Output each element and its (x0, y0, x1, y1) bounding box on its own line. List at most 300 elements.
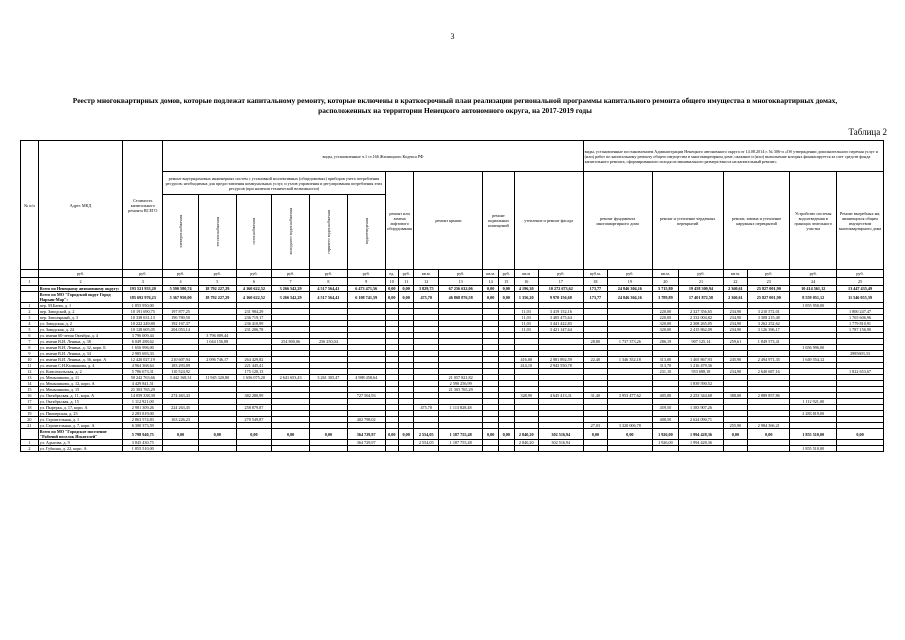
header-basement: ремонт подвальных помещений (483, 172, 514, 270)
unit-cell: руб. (123, 270, 163, 278)
row-value: 163 226,23 (163, 417, 199, 423)
row-value: 0,00 (837, 429, 884, 440)
row-value: 13 447 435,49 (837, 286, 884, 292)
row-number: 19 (21, 411, 39, 417)
row-value: 1 800 247,47 (837, 309, 884, 315)
row-value: 2 554,05 (414, 440, 438, 446)
row-value: 2 840,20 (514, 429, 538, 440)
row-value: 0,00 (385, 429, 398, 440)
row-value: 19 458 300,94 (679, 286, 723, 292)
column-number: 1 (21, 278, 39, 286)
row-address: ул. имени В.И. Ленина, д. 32, корп. Б (38, 345, 122, 351)
row-value: 414,10 (514, 363, 538, 369)
row-value: 234,90 (723, 309, 747, 315)
row-value: 6 108 741,59 (347, 292, 385, 303)
row-value (198, 446, 236, 452)
row-value: 11 546 055,39 (837, 292, 884, 303)
row-value: 1 356,20 (514, 292, 538, 303)
header-enclosure: ремонт, замена и утепление наружных перекрытий (723, 172, 790, 270)
column-number: 8 (310, 278, 348, 286)
header-sub-sewage: водоотведения (347, 195, 385, 270)
unit-cell: кв.м. (723, 270, 747, 278)
row-value: 313,70 (652, 363, 679, 369)
row-value: 10 272 673,62 (538, 286, 583, 292)
row-value: 0,00 (483, 286, 499, 292)
row-value: 1 187 755,48 (438, 440, 482, 446)
row-value: 2 889 857,86 (748, 393, 790, 399)
row-value: 3 421 147,64 (538, 327, 583, 333)
row-value: 2 283 819,00 (790, 411, 837, 417)
row-value: 14 059 338,39 (123, 393, 163, 399)
header-facade: утепление и ремонт фасада (514, 172, 583, 270)
header-foundation: ремонт фундамента многоквартирного дома (583, 172, 652, 270)
row-value: 2 641 653,43 (272, 375, 310, 381)
row-value: 1 849 573,41 (748, 339, 790, 345)
column-number: 2 (38, 278, 122, 286)
row-value: 3 441 422,83 (538, 321, 583, 327)
page-number: 3 (450, 32, 455, 41)
row-value (538, 446, 583, 452)
row-address: ул. имени В.И. Ленина, д. 36, корп. А (38, 357, 122, 363)
row-value: 5 786 673,31 (123, 369, 163, 375)
unit-cell: кв.м (514, 270, 538, 278)
row-value: 21 303 765,29 (438, 387, 482, 393)
row-value: 4 517 564,41 (310, 286, 348, 292)
row-value (723, 446, 747, 452)
row-address: Всего по МО "Городское поселение "Рабочий поселок Искателей" (38, 429, 122, 440)
row-value (483, 446, 499, 452)
row-value: 231 984,29 (236, 309, 272, 315)
header-overhead: Ремонт выгребных ям, являющихся общим имуществом многоквартирного дома (837, 172, 884, 270)
row-number: 1 (21, 440, 39, 446)
row-value: 408,50 (652, 417, 679, 423)
row-value (438, 446, 482, 452)
row-value: 254 800,06 (272, 339, 310, 345)
column-number: 18 (583, 278, 607, 286)
row-number: 9 (21, 351, 39, 357)
row-value: 196 780,50 (163, 315, 199, 321)
row-number: 2 (21, 446, 39, 452)
row-value: 5 590 580,74 (163, 286, 199, 292)
row-address: ул. Адыгова, д. 9 (38, 440, 122, 446)
row-value: 3 442 168,31 (163, 375, 199, 381)
row-value: 416,00 (514, 357, 538, 363)
row-value: 10 128 605,05 (123, 327, 163, 333)
unit-cell: руб. (538, 270, 583, 278)
row-value: 231,10 (652, 369, 679, 375)
row-value: 183 293,09 (163, 363, 199, 369)
row-value: 3 261 305,47 (310, 375, 348, 381)
row-value: 4 645 413,31 (538, 393, 583, 399)
row-value (163, 446, 199, 452)
row-value: 11 945 320,80 (198, 375, 236, 381)
column-number: 12 (414, 278, 438, 286)
row-value: 3 829,75 (414, 286, 438, 292)
row-number: 7 (21, 339, 39, 345)
row-value: 3 953 477,62 (608, 393, 652, 399)
row-value: 3 419 152,16 (538, 309, 583, 315)
row-value: 313,00 (652, 357, 679, 363)
unit-cell: руб. (398, 270, 414, 278)
row-value: 2 981 892,59 (538, 357, 583, 363)
unit-cell: руб. (347, 270, 385, 278)
unit-cell: куб.м. (583, 270, 607, 278)
row-number: 6 (21, 333, 39, 339)
row-value: 24 846 304,16 (608, 286, 652, 292)
row-number: 2 (21, 309, 39, 315)
column-number: 14 (483, 278, 499, 286)
row-value: 1 216 479,36 (679, 363, 723, 369)
row-number: 8 (21, 345, 39, 351)
row-value (514, 446, 538, 452)
row-value: 5 367 950,00 (163, 292, 199, 303)
row-number: 16 (21, 393, 39, 399)
row-value: 0,00 (583, 429, 607, 440)
row-value: 110 524,92 (163, 369, 199, 375)
row-value: 1 112 921,00 (123, 399, 163, 405)
row-value: 210 607,94 (163, 357, 199, 363)
header-roof: ремонт крыши (414, 172, 483, 270)
column-number: 16 (514, 278, 538, 286)
units-row (21, 270, 884, 278)
row-address: ул. Пионерская, д. 23 (38, 411, 122, 417)
row-number (21, 429, 39, 440)
row-value: 185 692 976,23 (123, 292, 163, 303)
column-number: 10 (385, 278, 398, 286)
row-value: 302 516,94 (538, 440, 583, 446)
row-value: 256 250,04 (310, 339, 348, 345)
header-works-art166: виды, установленные ч.1 ст.166 Жилищного Кодекса РФ (163, 141, 583, 172)
row-number: 10 (21, 357, 39, 363)
column-number: 22 (723, 278, 747, 286)
row-value: 18 792 227,29 (198, 286, 236, 292)
row-value: 0,00 (748, 429, 790, 440)
row-address: ул. Меньшикова, д. 15 (38, 387, 122, 393)
row-value: 31,40 (583, 393, 607, 399)
row-value: 46 868 876,58 (438, 292, 482, 303)
row-value: 3 266 542,29 (272, 286, 310, 292)
row-address: ул. Губкина, д. 22, корп. А (38, 446, 122, 452)
row-value: 2 985 693,33 (123, 351, 163, 357)
row-address: ул. Комсомольская, д. 2 (38, 369, 122, 375)
row-value: 2 863 574,83 (123, 417, 163, 423)
unit-cell: руб. (272, 270, 310, 278)
row-value: 193 521 933,20 (123, 286, 163, 292)
row-address: ул. Строительная, д. 7, корп. А (38, 423, 122, 429)
row-value (608, 446, 652, 452)
row-value: 2 984 366,21 (748, 423, 790, 429)
row-value: 28,80 (583, 339, 607, 345)
row-value: 2 981 309,26 (123, 405, 163, 411)
header-sub-electric: электроснабжения (163, 195, 199, 270)
row-value: 3 796 009,44 (198, 333, 236, 339)
header-sub-cold-water: холодного водоснабжения (272, 195, 310, 270)
row-value: 1 926,00 (652, 440, 679, 446)
row-value: 1 649 554,12 (790, 357, 837, 363)
column-number: 7 (272, 278, 310, 286)
row-value: 1 044 156,88 (198, 339, 236, 345)
column-number: 20 (652, 278, 679, 286)
row-value: 2 590 256,99 (438, 381, 482, 387)
header-works-resolution: виды, установленные постановлением Администрации Ненецкого автономного округа от 14.08.2014 г. № 306-п «Об утверждении дополнительного перечня услуг и (или) работ по капитальному ремонту общего имущества в многоквартирном доме, оказание и (или) выполнение которых финансируется за счет средств фонда капитального ремонта, сформированного исходя из минимального размера взноса на капитальный ремонт» (583, 141, 883, 172)
row-value: 4 160 622,52 (236, 286, 272, 292)
row-address: ул. Меньшикова, д. 11 (38, 375, 122, 381)
column-number: 6 (236, 278, 272, 286)
row-value: 192 167,37 (163, 321, 199, 327)
row-address: пер. Заводской, д. 2 (38, 309, 122, 315)
row-value: 320,00 (652, 327, 679, 333)
column-number: 4 (163, 278, 199, 286)
row-number: 21 (21, 423, 39, 429)
row-value: 3 210 572,01 (748, 309, 790, 315)
row-value: 1 656 996,00 (123, 345, 163, 351)
row-value: 0,00 (498, 429, 514, 440)
row-value: 1 822 653,67 (837, 369, 884, 375)
row-value: 11,03 (514, 315, 538, 321)
row-value: 5 715,80 (652, 286, 679, 292)
row-value: 0,00 (198, 429, 236, 440)
row-value: 1 383 907,26 (679, 405, 723, 411)
row-value (272, 446, 310, 452)
row-value: 21 303 765,29 (123, 387, 163, 393)
row-value: 221 445,41 (236, 363, 272, 369)
row-address: ул. Заводская, д. 2 (38, 321, 122, 327)
row-value: 6 473 471,56 (347, 286, 385, 292)
unit-cell: руб. (837, 270, 884, 278)
row-value: 2 943 550,78 (538, 363, 583, 369)
row-value: 0,00 (398, 292, 414, 303)
row-value: 27,03 (583, 423, 607, 429)
row-value: 2 096 746,17 (198, 357, 236, 363)
row-value (679, 446, 723, 452)
row-value (498, 446, 514, 452)
row-value: 2 494 971,35 (748, 357, 790, 363)
row-value: 204 053,14 (163, 327, 199, 333)
row-value: 11,03 (514, 309, 538, 315)
row-value: 10 222 249,80 (123, 321, 163, 327)
row-value: 2 253 344,68 (679, 393, 723, 399)
header-engineering: ремонт внутридомовых инженерных систем с установкой коллективных (общедомовых) приборов учета потребления ресурсов, необходимых для предоставления коммунальных услуг, и узлов управления и регулирования потребления этих ресурсов (при наличии технической возможности) (163, 172, 385, 195)
row-value: 1 994 428,36 (679, 429, 723, 440)
unit-cell: руб. (38, 270, 122, 278)
row-value: 1 855 510,00 (790, 446, 837, 452)
row-value: 25 827 001,90 (748, 292, 790, 303)
row-value: 10 338 631,13 (123, 315, 163, 321)
row-value: 4 517 564,41 (310, 292, 348, 303)
row-value: 12 420 027,19 (123, 357, 163, 363)
header-address: Адрес МКД (38, 141, 122, 270)
unit-cell: руб. (679, 270, 723, 278)
row-value: 255,90 (723, 423, 747, 429)
row-value: 0,00 (723, 429, 747, 440)
row-value: 3 405 475,64 (538, 315, 583, 321)
row-value: 2 624 090,71 (679, 417, 723, 423)
row-value: 4 964 368,64 (123, 363, 163, 369)
row-value: 1 855 510,00 (790, 429, 837, 440)
row-value: 328,90 (514, 393, 538, 399)
unit-cell: руб. (163, 270, 199, 278)
column-number: 15 (498, 278, 514, 286)
row-number: 4 (21, 321, 39, 327)
row-value: 3 796 009,44 (123, 333, 163, 339)
row-value: 0,00 (483, 429, 499, 440)
row-value: 21 057 821,82 (438, 375, 482, 381)
row-value: 2 640 687,16 (748, 369, 790, 375)
row-value: 0,00 (398, 429, 414, 440)
row-value: 220,00 (652, 309, 679, 315)
row-value: 258 879,87 (236, 405, 272, 411)
row-value: 236 719,17 (236, 315, 272, 321)
row-value: 3 789,89 (652, 292, 679, 303)
row-address: ул. имени С.Н.Калмыкова, д. 4 (38, 363, 122, 369)
row-value: 3 266 542,29 (272, 292, 310, 303)
row-value: 364 729,97 (347, 440, 385, 446)
row-value: 11,03 (514, 327, 538, 333)
row-value: 0,00 (272, 429, 310, 440)
row-value: 475,70 (414, 405, 438, 411)
unit-cell: руб. (438, 270, 482, 278)
row-value: 0,00 (310, 429, 348, 440)
row-address: ул. Строительная, д. 1 (38, 417, 122, 423)
row-value: 4 160 622,52 (236, 292, 272, 303)
header-sub-heat: теплоснабжения (198, 195, 236, 270)
row-number: 3 (21, 315, 39, 321)
row-number: 15 (21, 387, 39, 393)
table-label: Таблица 2 (848, 127, 887, 137)
row-value: 245,90 (723, 357, 747, 363)
unit-cell: руб. (310, 270, 348, 278)
row-value: 1 656 996,00 (790, 345, 837, 351)
row-number: 12 (21, 369, 39, 375)
row-value (583, 446, 607, 452)
header-num: № п/п (21, 141, 39, 270)
row-value: 234,90 (723, 315, 747, 321)
row-value: 10 414 561,12 (790, 286, 837, 292)
row-address: ул. имени В.И. Ленина, д. 34 (38, 351, 122, 357)
row-value: 10 191 690,75 (123, 309, 163, 315)
row-value (652, 446, 679, 452)
header-sub-hot-water: горячего водоснабжения (310, 195, 348, 270)
total-row (21, 292, 884, 303)
row-address: Всего по МО "Городской округ Город Нарьян-Мар": (38, 292, 122, 303)
row-value (347, 446, 385, 452)
column-number: 19 (608, 278, 652, 286)
row-value: 364 729,97 (347, 429, 385, 440)
row-value: 2 415 862,09 (679, 327, 723, 333)
column-number: 25 (837, 278, 884, 286)
row-value (837, 446, 884, 452)
row-address: Всего по Ненецкому автономному округу: (38, 286, 122, 292)
row-value: 175 120,13 (236, 369, 272, 375)
row-value (414, 446, 438, 452)
row-address: ул. Меньшикова, д. 12, корп. А (38, 381, 122, 387)
row-value: 3 126 396,17 (748, 327, 790, 333)
row-value: 1 994 428,36 (679, 440, 723, 446)
row-value: 2 332 004,82 (679, 315, 723, 321)
row-value: 2 283 819,00 (123, 411, 163, 417)
row-value: 2 554,05 (414, 429, 438, 440)
unit-cell: руб. (790, 270, 837, 278)
row-value: 0,00 (163, 429, 199, 440)
row-value: 224 263,45 (163, 405, 199, 411)
row-value: 197 877,25 (163, 309, 199, 315)
row-value: 231 206,78 (236, 327, 272, 333)
row-value (748, 446, 790, 452)
row-number: 5 (21, 327, 39, 333)
document-title: Реестр многоквартирных домов, которые подлежат капитальному ремонту, которые включены в краткосрочный план реализации региональной программы капитального ремонта общего имущества в многоквартирных домах, расположенных на территории Ненецкого автономного округа, на 2017-2019 годы (72, 96, 838, 115)
row-value: 402 798,02 (347, 417, 385, 423)
row-value (398, 446, 414, 452)
row-address: пер. Заполярный, д. 3 (38, 315, 122, 321)
row-value: 388,00 (723, 393, 747, 399)
row-value: 0,00 (385, 292, 398, 303)
row-value (385, 446, 398, 452)
row-value: 264 429,82 (236, 357, 272, 363)
row-value: 1 855 510,00 (123, 446, 163, 452)
row-value: 3 262 252,62 (748, 321, 790, 327)
column-number: 13 (438, 278, 482, 286)
row-value: 1 855 950,00 (123, 303, 163, 309)
table-body (21, 286, 884, 452)
unit-cell: руб. (608, 270, 652, 278)
total-row (21, 429, 884, 440)
column-number: 5 (198, 278, 236, 286)
unit-cell: руб. (236, 270, 272, 278)
row-value: 727 504,93 (347, 393, 385, 399)
row-value: 2985693,33 (837, 351, 884, 357)
row-value: 6 049 288,62 (123, 339, 163, 345)
row-value: 3 308 215,48 (748, 315, 790, 321)
row-value: 234,90 (723, 369, 747, 375)
row-value: 220,00 (652, 315, 679, 321)
column-number: 11 (398, 278, 414, 286)
row-value: 2 360,61 (723, 286, 747, 292)
row-address: ул. Пырерка, д. 17, корп. А (38, 405, 122, 411)
row-address: ул. Заводская, д. 24 (38, 327, 122, 333)
row-value: 173,77 (583, 286, 607, 292)
row-value: 2 840,20 (514, 440, 538, 446)
row-value: 0,00 (498, 286, 514, 292)
column-number: 3 (123, 278, 163, 286)
row-value: 1 787 156,90 (837, 327, 884, 333)
row-value: 0,00 (398, 286, 414, 292)
row-value: 0,00 (483, 292, 499, 303)
row-number: 17 (21, 399, 39, 405)
row-value: 3 845 430,75 (123, 440, 163, 446)
register-table (20, 140, 884, 452)
row-value: 1 839 590,52 (679, 381, 723, 387)
row-value: 22,40 (583, 357, 607, 363)
row-number: 20 (21, 417, 39, 423)
column-number: 21 (679, 278, 723, 286)
row-value: 4 988 458,64 (347, 375, 385, 381)
row-value: 234,90 (723, 327, 747, 333)
row-value: 1 187 755,48 (438, 429, 482, 440)
row-value: 0,00 (498, 292, 514, 303)
row-value: 1 855 950,00 (790, 303, 837, 309)
row-value: 259,61 (723, 339, 747, 345)
row-value: 1 737 373,26 (608, 339, 652, 345)
row-number: 11 (21, 363, 39, 369)
row-address: ул. имени 60-летия Октября, д. 4 (38, 333, 122, 339)
row-value (310, 446, 348, 452)
row-value: 1 346 352,18 (608, 357, 652, 363)
row-value: 3 320 006,78 (608, 423, 652, 429)
row-value: 286,19 (652, 339, 679, 345)
row-value: 5 798 940,75 (123, 429, 163, 440)
row-value: 25 827 001,90 (748, 286, 790, 292)
row-value: 4 429 841,51 (123, 381, 163, 387)
